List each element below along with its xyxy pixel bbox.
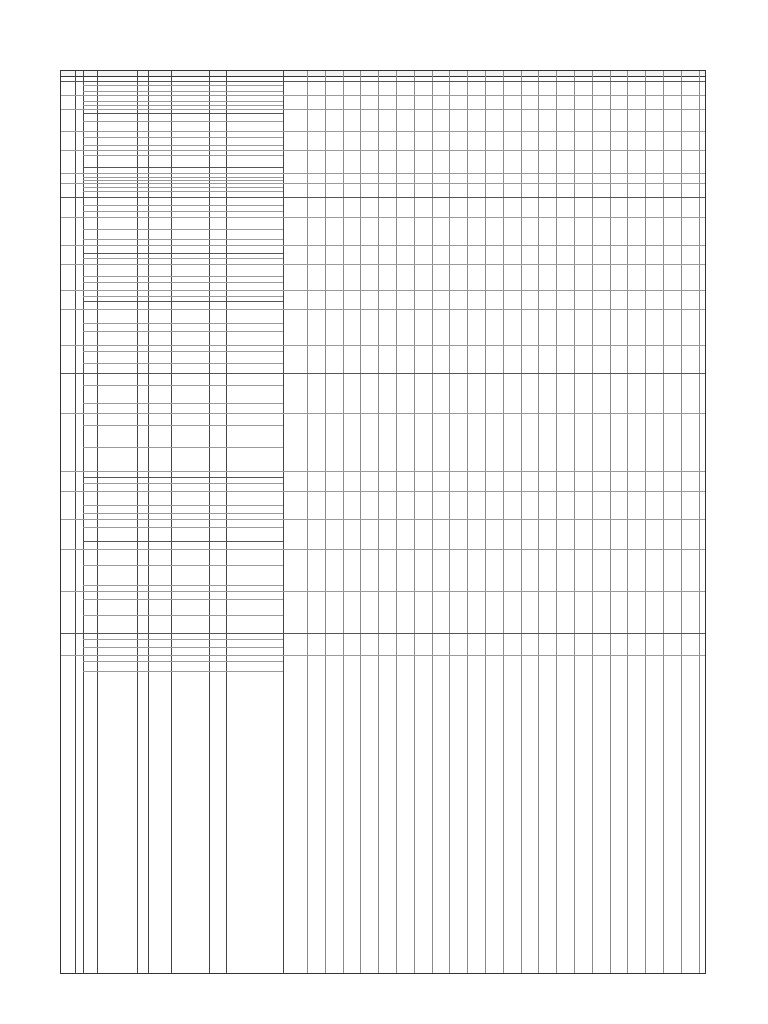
row-divider bbox=[83, 615, 283, 616]
row-divider bbox=[83, 301, 283, 302]
row-divider bbox=[61, 264, 705, 265]
row-divider bbox=[83, 258, 283, 259]
empty-column-divider bbox=[521, 71, 522, 973]
row-divider bbox=[61, 81, 705, 82]
row-divider bbox=[61, 309, 705, 310]
row-divider bbox=[61, 549, 705, 550]
row-divider bbox=[61, 131, 705, 132]
empty-column-divider bbox=[538, 71, 539, 973]
empty-column-divider bbox=[681, 71, 682, 973]
row-divider bbox=[83, 541, 283, 542]
row-divider bbox=[61, 413, 705, 414]
row-divider bbox=[83, 447, 283, 448]
row-divider bbox=[83, 425, 283, 426]
column-divider bbox=[137, 71, 138, 973]
empty-column-divider bbox=[467, 71, 468, 973]
row-divider bbox=[61, 471, 705, 472]
row-divider bbox=[83, 155, 283, 156]
row-divider bbox=[83, 145, 283, 146]
empty-column-divider bbox=[610, 71, 611, 973]
row-divider bbox=[83, 323, 283, 324]
row-divider bbox=[61, 245, 705, 246]
row-divider bbox=[61, 95, 705, 96]
empty-column-divider bbox=[449, 71, 450, 973]
row-divider bbox=[83, 351, 283, 352]
column-divider bbox=[148, 71, 149, 973]
row-divider bbox=[83, 671, 283, 672]
row-divider bbox=[83, 205, 283, 206]
empty-column-divider bbox=[663, 71, 664, 973]
row-divider bbox=[83, 177, 283, 178]
row-divider bbox=[83, 477, 283, 478]
row-divider bbox=[83, 403, 283, 404]
row-divider bbox=[83, 585, 283, 586]
row-divider bbox=[83, 282, 283, 283]
row-divider bbox=[83, 85, 283, 86]
empty-column-divider bbox=[574, 71, 575, 973]
empty-column-divider bbox=[592, 71, 593, 973]
row-divider bbox=[83, 661, 283, 662]
empty-column-divider bbox=[307, 71, 308, 973]
row-divider bbox=[61, 217, 705, 218]
row-divider bbox=[83, 647, 283, 648]
empty-column-divider bbox=[396, 71, 397, 973]
row-divider bbox=[83, 113, 283, 114]
row-divider bbox=[83, 121, 283, 122]
row-divider bbox=[83, 211, 283, 212]
row-divider bbox=[83, 191, 283, 192]
row-divider bbox=[83, 363, 283, 364]
row-divider bbox=[61, 491, 705, 492]
empty-column-divider bbox=[360, 71, 361, 973]
empty-column-divider bbox=[503, 71, 504, 973]
column-divider bbox=[209, 71, 210, 973]
row-divider bbox=[83, 296, 283, 297]
column-divider bbox=[226, 71, 227, 973]
empty-column-divider bbox=[325, 71, 326, 973]
row-divider bbox=[83, 91, 283, 92]
column-divider bbox=[171, 71, 172, 973]
row-divider bbox=[83, 565, 283, 566]
empty-column-divider bbox=[485, 71, 486, 973]
row-divider bbox=[83, 253, 283, 254]
row-divider bbox=[83, 167, 283, 168]
column-divider bbox=[83, 71, 84, 973]
row-divider bbox=[61, 633, 705, 634]
row-divider bbox=[61, 197, 705, 198]
row-divider bbox=[61, 591, 705, 592]
row-divider bbox=[61, 173, 705, 174]
row-divider bbox=[83, 101, 283, 102]
row-divider bbox=[61, 183, 705, 184]
empty-column-divider bbox=[556, 71, 557, 973]
empty-column-divider bbox=[414, 71, 415, 973]
row-divider bbox=[83, 229, 283, 230]
column-divider bbox=[75, 71, 76, 973]
row-divider bbox=[83, 187, 283, 188]
empty-column-divider bbox=[343, 71, 344, 973]
table-header-row bbox=[61, 71, 705, 77]
row-divider bbox=[61, 345, 705, 346]
row-divider bbox=[61, 109, 705, 110]
row-divider bbox=[83, 331, 283, 332]
empty-column-divider bbox=[645, 71, 646, 973]
row-divider bbox=[83, 513, 283, 514]
row-divider bbox=[83, 385, 283, 386]
empty-column-divider bbox=[432, 71, 433, 973]
row-divider bbox=[61, 373, 705, 374]
empty-column-divider bbox=[627, 71, 628, 973]
row-divider bbox=[83, 239, 283, 240]
row-divider bbox=[61, 519, 705, 520]
row-divider bbox=[83, 527, 283, 528]
row-divider bbox=[83, 180, 283, 181]
row-divider bbox=[83, 505, 283, 506]
row-divider bbox=[83, 137, 283, 138]
row-divider bbox=[83, 639, 283, 640]
row-divider bbox=[61, 150, 705, 151]
column-divider bbox=[283, 71, 284, 973]
row-divider bbox=[61, 290, 705, 291]
row-divider bbox=[83, 105, 283, 106]
row-divider bbox=[83, 599, 283, 600]
empty-column-divider bbox=[378, 71, 379, 973]
column-divider bbox=[97, 71, 98, 973]
empty-column-divider bbox=[699, 71, 700, 973]
row-divider bbox=[61, 655, 705, 656]
spreadsheet-table bbox=[60, 70, 706, 974]
row-divider bbox=[83, 483, 283, 484]
row-divider bbox=[83, 276, 283, 277]
